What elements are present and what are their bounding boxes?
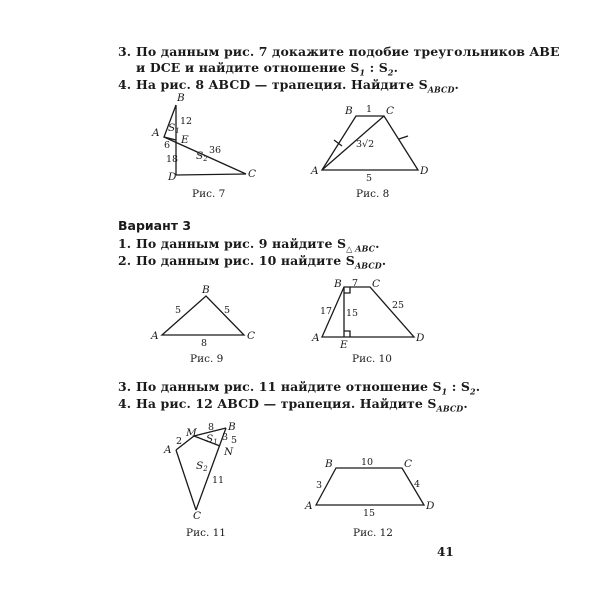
- fig12-label-D: D: [426, 500, 435, 512]
- fig7-len-36: 36: [209, 145, 222, 156]
- fig10-label-A: A: [312, 332, 320, 344]
- figure-12: [316, 468, 424, 505]
- fig12-len-15: 15: [363, 508, 376, 519]
- fig8-label-B: B: [345, 105, 353, 117]
- fig11-len-8: 8: [208, 422, 215, 433]
- fig8-label-D: D: [420, 165, 429, 177]
- fig11-s2: S2: [196, 460, 208, 473]
- fig7-label-D: D: [168, 171, 177, 183]
- fig7-s2: S2: [196, 150, 208, 163]
- fig11-caption: Рис. 11: [186, 527, 226, 539]
- fig12-label-A: A: [305, 500, 313, 512]
- fig7-label-A: A: [152, 127, 160, 139]
- fig9-label-C: C: [247, 330, 256, 342]
- fig10-len-25: 25: [392, 300, 405, 311]
- task-3-top: 3. По данным рис. 7 докажите подобие треугольников ABE: [118, 44, 560, 59]
- fig9-len-AB: 5: [175, 305, 182, 316]
- page-number: 41: [437, 545, 454, 559]
- fig8-label-C: C: [386, 105, 395, 117]
- fig11-s1: S1: [206, 433, 218, 446]
- fig7-len-6: 6: [164, 140, 171, 151]
- fig12-len-3: 3: [316, 480, 323, 491]
- fig7-label-C: C: [248, 168, 257, 180]
- fig9-label-A: A: [151, 330, 159, 342]
- fig12-len-4: 4: [414, 479, 421, 490]
- fig7-len-18: 18: [166, 154, 179, 165]
- figure-10: [322, 287, 414, 337]
- task-2-mid: 2. По данным рис. 10 найдите $S_{ABCD}$.: [118, 253, 387, 271]
- fig10-label-C: C: [372, 278, 381, 290]
- fig8-len-5: 5: [366, 173, 373, 184]
- fig9-caption: Рис. 9: [190, 353, 224, 365]
- fig7-label-E: E: [181, 134, 189, 146]
- fig11-label-B: B: [228, 421, 236, 433]
- fig12-label-B: B: [325, 458, 333, 470]
- fig10-len-7: 7: [352, 278, 359, 289]
- fig12-label-C: C: [404, 458, 413, 470]
- task-4-top: 4. На рис. 8 ABCD — трапеция. Найдите $S_{ABCD}$.: [118, 77, 459, 95]
- fig11-label-C: C: [193, 510, 202, 522]
- fig7-len-12: 12: [180, 116, 193, 127]
- fig8-caption: Рис. 8: [356, 188, 390, 200]
- fig11-len-3: 3: [222, 432, 229, 443]
- fig8-label-A: A: [311, 165, 319, 177]
- fig9-len-BC: 5: [224, 305, 231, 316]
- fig8-diag-label: 3√2: [356, 139, 375, 150]
- fig10-label-E: E: [340, 339, 348, 351]
- fig10-label-B: B: [334, 278, 342, 290]
- fig10-len-17: 17: [320, 306, 333, 317]
- fig8-len-1: 1: [366, 104, 373, 115]
- task-3-top-line2: и DCE и найдите отношение $S_1$ : $S_2$.: [136, 60, 399, 78]
- fig11-label-M: M: [186, 427, 197, 439]
- fig7-label-B: B: [177, 92, 185, 104]
- fig11-len-11: 11: [212, 475, 225, 486]
- fig12-len-10: 10: [361, 457, 374, 468]
- fig11-len-2: 2: [176, 436, 183, 447]
- fig11-label-A: A: [164, 444, 172, 456]
- fig9-len-AC: 8: [201, 338, 208, 349]
- fig10-label-D: D: [416, 332, 425, 344]
- fig11-len-5: 5: [231, 435, 238, 446]
- task-4-bottom: 4. На рис. 12 ABCD — трапеция. Найдите $S_{ABCD}$.: [118, 396, 468, 414]
- variant-title: Вариант 3: [118, 218, 192, 233]
- task-1-mid: 1. По данным рис. 9 найдите $S_{\triangle ABC}$.: [118, 236, 380, 254]
- task-3-bottom: 3. По данным рис. 11 найдите отношение $S_1$ : $S_2$.: [118, 379, 481, 397]
- fig7-caption: Рис. 7: [192, 188, 226, 200]
- fig7-s1: S1: [168, 122, 180, 135]
- fig12-caption: Рис. 12: [353, 527, 393, 539]
- fig10-len-15: 15: [346, 308, 359, 319]
- fig11-label-N: N: [224, 446, 234, 458]
- fig9-label-B: B: [202, 284, 210, 296]
- fig10-caption: Рис. 10: [352, 353, 392, 365]
